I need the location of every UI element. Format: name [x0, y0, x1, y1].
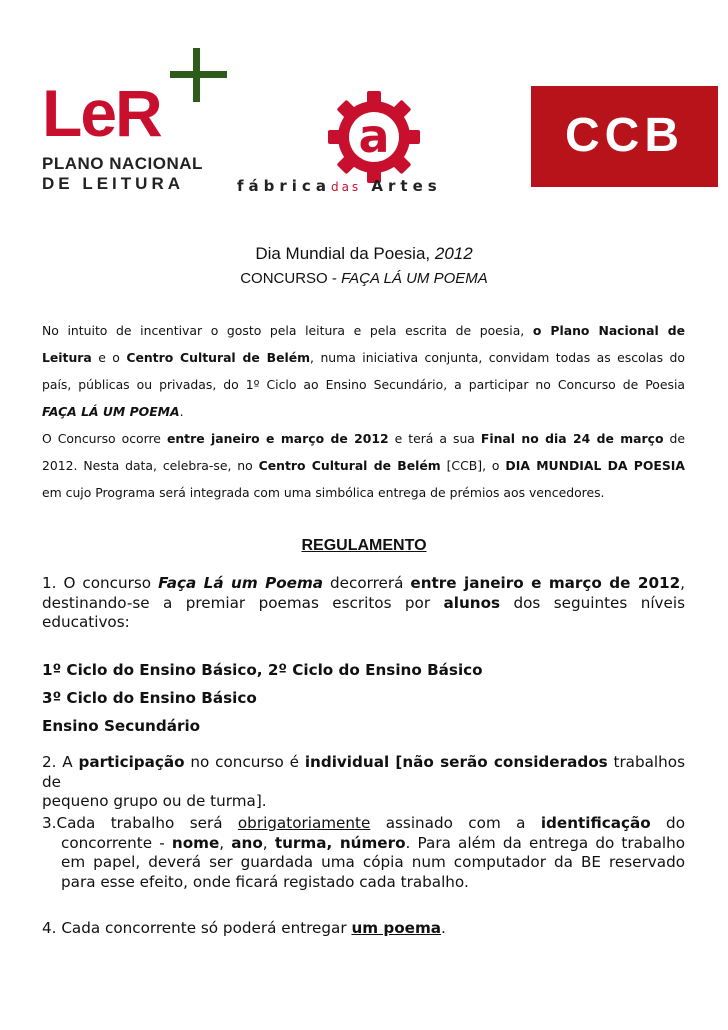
bold-run: nome: [171, 833, 220, 852]
intro-line-3: [42, 371, 685, 398]
bold-run: alunos: [443, 593, 501, 612]
text-run: .: [179, 404, 184, 419]
bold-run: o Plano Nacional de: [532, 323, 686, 338]
subtitle-text: CONCURSO -: [240, 270, 342, 287]
bold-run: participação: [78, 753, 185, 771]
rule-4-line: [42, 919, 685, 939]
title-year: 2012: [434, 244, 473, 263]
rule-3: [42, 814, 685, 892]
text-run: decorrerá: [323, 574, 411, 592]
bold-run: identificação: [540, 814, 651, 832]
rule-1-line: [42, 574, 685, 594]
text-run: no concurso é: [184, 753, 305, 771]
bold-underlined-run: um poema: [351, 919, 442, 937]
rule-3-line: [42, 814, 685, 834]
text-run: [CCB], o: [440, 458, 506, 473]
text-run: e o: [91, 350, 127, 365]
ler-logo-line1: PLANO NACIONAL: [42, 154, 203, 173]
section-title-text: REGULAMENTO: [301, 537, 427, 554]
intro-line-2: [42, 344, 685, 371]
fabrica-logo-part1: fábrica: [237, 177, 331, 195]
text-run: assinado com a: [370, 814, 541, 832]
rule-3-line: [42, 873, 685, 893]
bold-run: entre janeiro e março de 2012: [166, 431, 389, 446]
ccb-logo-text: CCB: [565, 109, 684, 162]
text-run: em papel, deverá ser guardada uma cópia num computador da BE reservado: [61, 853, 685, 871]
intro-line-4: [42, 398, 685, 425]
text-run: 2. A: [42, 753, 79, 771]
bold-run: Centro Cultural de Belém: [126, 350, 311, 365]
level-item: Ensino Secundário: [42, 717, 201, 735]
text-run: país, públicas ou privadas, do 1º Ciclo ao Ensino Secundário, a participar no Concurso de Poesia: [42, 377, 685, 392]
rule-1-line: [42, 613, 685, 633]
level-item: 1º Ciclo do Ensino Básico, 2º Ciclo do Ensino Básico: [42, 661, 483, 679]
bold-run: Leitura: [42, 350, 92, 365]
text-run: de: [663, 431, 685, 446]
text-run: trabalhos de: [42, 753, 685, 791]
level-item: 3º Ciclo do Ensino Básico: [42, 689, 257, 707]
contest-name: FAÇA LÁ UM POEMA: [42, 404, 180, 419]
text-run: O Concurso ocorre: [42, 431, 167, 446]
intro-line-1: [42, 317, 685, 344]
text-run: e terá a sua: [388, 431, 481, 446]
gear-icon: [325, 88, 423, 186]
ler-logo-line2: DE LEITURA: [42, 174, 184, 193]
bold-run: entre janeiro e março de 2012: [410, 574, 681, 592]
bold-run: Final no dia 24 de março: [480, 431, 664, 446]
text-run: dos seguintes níveis: [500, 593, 685, 612]
text-run: para esse efeito, onde ficará registado cada trabalho.: [61, 872, 469, 891]
rule-3-line: [42, 853, 685, 873]
intro-line-7: [42, 479, 685, 506]
fabrica-logo-part3: Artes: [371, 177, 442, 195]
section-title: [0, 537, 728, 555]
text-run: . Para além da entrega do trabalho: [405, 833, 686, 852]
rule-1-line: [42, 594, 685, 614]
rule-3-line: [42, 834, 685, 854]
bold-run: DIA MUNDIAL DA POESIA: [505, 458, 685, 473]
plus-icon-bar: [170, 71, 227, 78]
rule-4: [42, 919, 685, 939]
bold-run: turma, número: [274, 833, 406, 852]
rule-2-line: [42, 792, 685, 812]
intro-line-6: [42, 452, 685, 479]
document-title: [0, 244, 728, 264]
text-run: ,: [262, 833, 275, 852]
rule-2: [42, 753, 685, 812]
underlined-run: obrigatoriamente: [237, 814, 371, 832]
title-text: Dia Mundial da Poesia,: [255, 244, 435, 263]
bold-run: ano: [231, 833, 263, 852]
text-run: 1. O concurso: [42, 574, 159, 592]
text-run: em cujo Programa será integrada com uma simbólica entrega de prémios aos vencedores.: [42, 485, 605, 500]
text-run: ,: [219, 833, 232, 852]
text-run: educativos:: [42, 613, 130, 631]
text-run: ,: [680, 574, 685, 592]
text-run: pequeno grupo ou de turma].: [42, 792, 267, 810]
text-run: .: [441, 919, 446, 937]
document-subtitle: [0, 270, 728, 287]
contest-name: Faça Lá um Poema: [158, 574, 324, 592]
fabrica-logo-text: [237, 177, 442, 195]
bold-run: individual [não serão considerados: [304, 753, 608, 771]
intro-line-5: [42, 425, 685, 452]
text-run: No intuito de incentivar o gosto pela leitura e pela escrita de poesia,: [42, 323, 533, 338]
text-run: concorrente -: [61, 833, 172, 852]
rule-1: [42, 574, 685, 633]
subtitle-italic: FAÇA LÁ UM POEMA: [341, 270, 488, 287]
fabrica-logo-part2: das: [330, 180, 362, 194]
text-run: 2012. Nesta data, celebra-se, no: [42, 458, 259, 473]
bold-run: Centro Cultural de Belém: [258, 458, 441, 473]
levels-list: [42, 656, 685, 740]
fabrica-logo-letter: a: [358, 109, 390, 163]
text-run: 4. Cada concorrente só poderá entregar: [42, 919, 352, 937]
text-run: destinando-se a premiar poemas escritos por: [42, 593, 444, 612]
ler-logo-word: LeR: [42, 76, 161, 150]
text-run: 3.Cada trabalho será: [42, 814, 238, 832]
text-run: do: [650, 814, 685, 832]
rule-2-line: [42, 753, 685, 792]
text-run: , numa iniciativa conjunta, convidam todas as escolas do: [310, 350, 685, 365]
